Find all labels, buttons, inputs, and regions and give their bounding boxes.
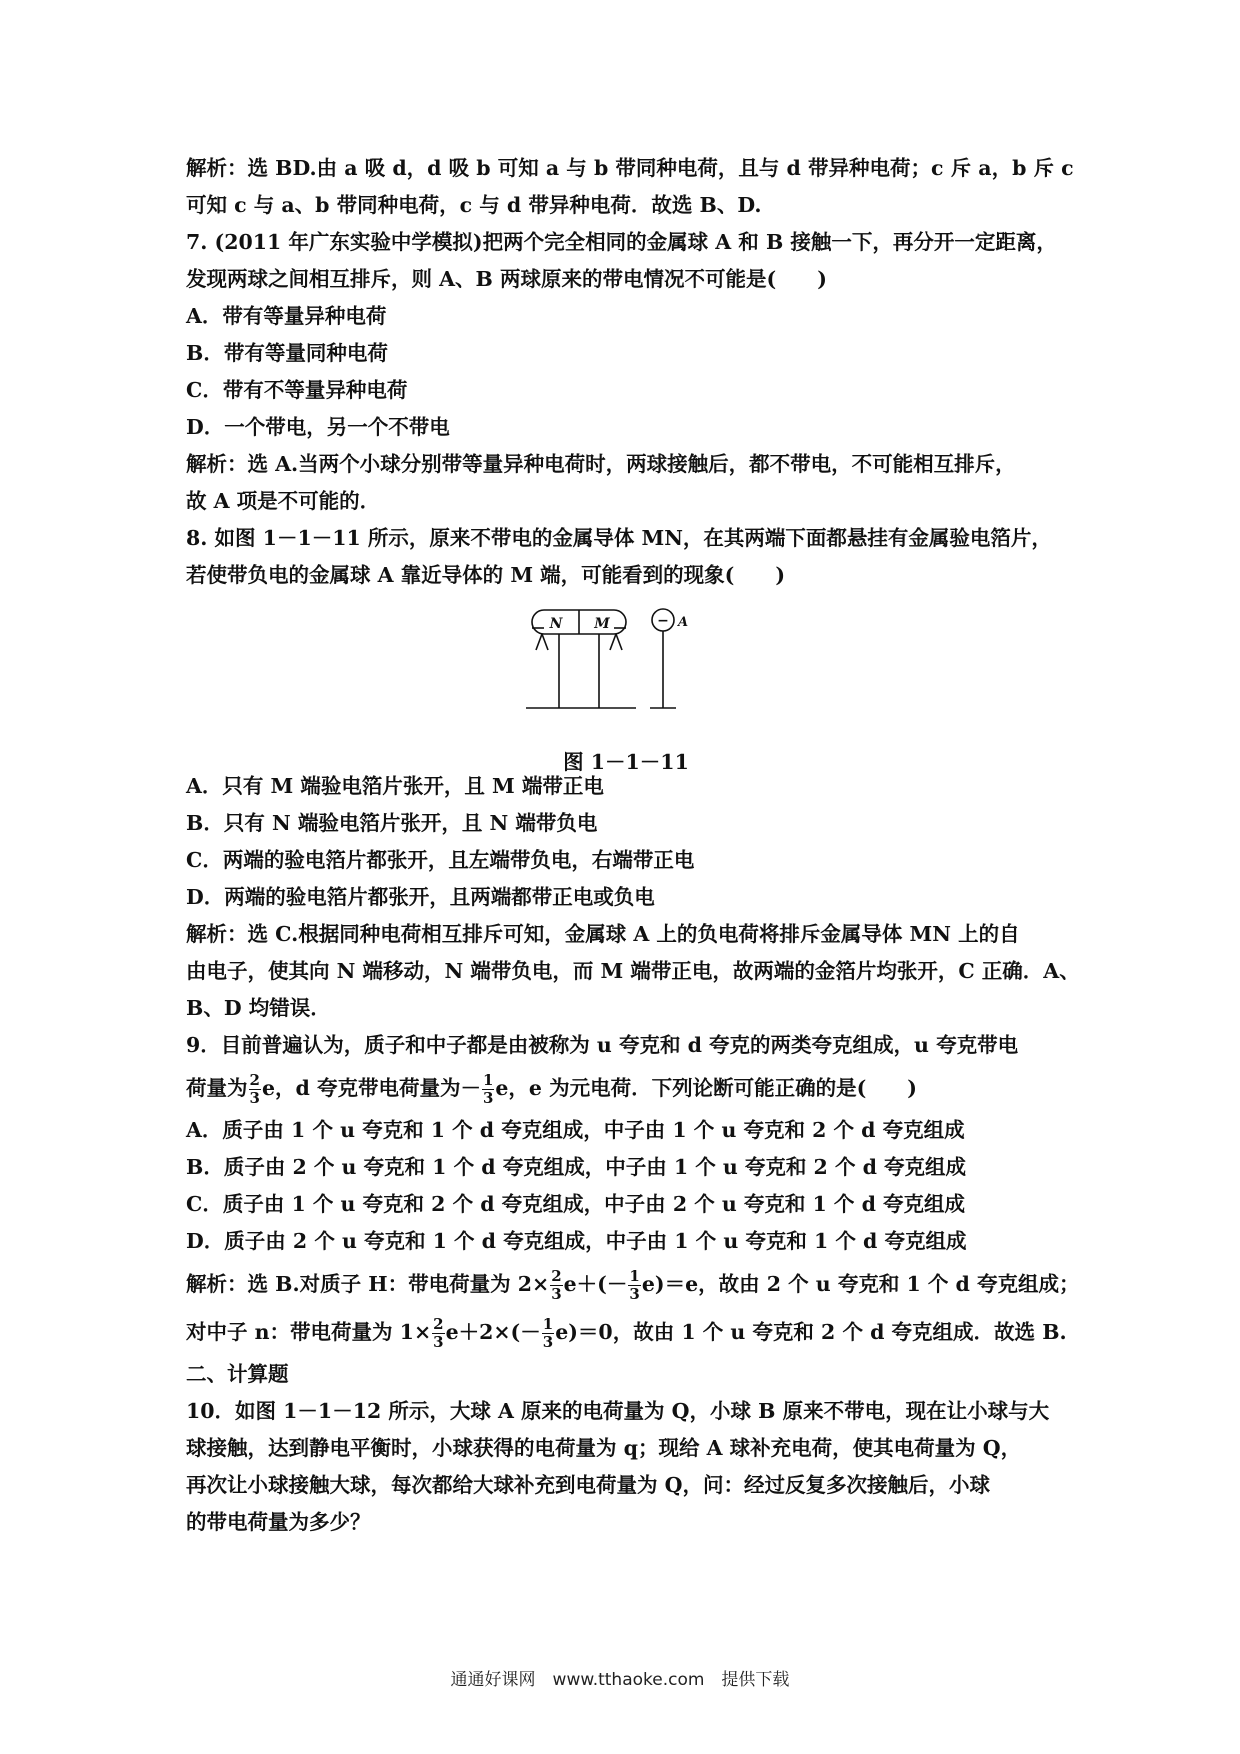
question-10-stem: 球接触，达到静电平衡时，小球获得的电荷量为 q；现给 A 球补充电荷，使其电荷量为 Q，	[186, 1436, 1022, 1460]
question-9-charge-line	[186, 1064, 1066, 1112]
fraction-two-thirds	[550, 1268, 562, 1303]
fraction-two-thirds	[249, 1072, 261, 1107]
fraction-denominator: 3	[629, 1285, 640, 1303]
text-span: e，e 为元电荷．下列论断可能正确的是( )	[495, 1076, 918, 1100]
option-c: C．带有不等量异种电荷	[186, 378, 408, 402]
figure-1-1-11	[186, 598, 1066, 774]
fraction-denominator: 3	[542, 1333, 554, 1351]
option-b: B．只有 N 端验电箔片张开，且 N 端带负电	[186, 811, 598, 835]
question-8-stem: 若使带负电的金属球 A 靠近导体的 M 端，可能看到的现象( )	[186, 563, 786, 587]
option-d: D．两端的验电箔片都张开，且两端都带正电或负电	[186, 885, 655, 909]
text-line: 解析：选 BD.由 a 吸 d，d 吸 b 可知 a 与 b 带同种电荷，且与 d 带异种电荷；c 斥 a，b 斥 c	[186, 156, 1074, 180]
foil-right	[610, 634, 616, 650]
fraction-numerator: 1	[482, 1071, 494, 1089]
question-10-stem: 再次让小球接触大球，每次都给大球补充到电荷量为 Q，问：经过反复多次接触后，小球	[186, 1473, 990, 1497]
option-b: B．质子由 2 个 u 夸克和 1 个 d 夸克组成，中子由 1 个 u 夸克和 2 个 d 夸克组成	[186, 1155, 967, 1179]
text-span: e＋(－	[563, 1272, 628, 1296]
text-line: 可知 c 与 a、b 带同种电荷，c 与 d 带异种电荷．故选 B、D.	[186, 193, 762, 217]
fraction-denominator: 3	[433, 1333, 444, 1351]
label-a: A	[678, 615, 689, 630]
fraction-numerator: 1	[629, 1267, 640, 1285]
question-7-stem: 7. (2011 年广东实验中学模拟)把两个完全相同的金属球 A 和 B 接触一下，再分开一定距离，	[186, 230, 1057, 254]
fraction-denominator: 3	[482, 1089, 494, 1107]
text-span: e)＝e，故由 2 个 u 夸克和 1 个 d 夸克组成；	[641, 1272, 1080, 1296]
solution-9-line-2	[186, 1308, 1066, 1356]
conductor-diagram	[526, 598, 726, 738]
text-span: 解析：选 B.对质子	[186, 1272, 369, 1296]
fraction-one-third	[628, 1268, 640, 1303]
question-8-stem: 8. 如图 1－1－11 所示，原来不带电的金属导体 MN，在其两端下面都悬挂有金属验电箔片，	[186, 526, 1052, 550]
label-m: M	[594, 616, 610, 632]
text-span: 荷量为	[186, 1076, 248, 1100]
fraction-numerator: 2	[433, 1315, 444, 1333]
solution-line: 由电子，使其向 N 端移动，N 端带负电，而 M 端带正电，故两端的金箔片均张开，C 正确．A、	[186, 959, 1080, 983]
solution-line: 解析：选 C.根据同种电荷相互排斥可知，金属球 A 上的负电荷将排斥金属导体 MN 上的自	[186, 922, 1020, 946]
text-span: e＋2×(－	[445, 1320, 541, 1344]
option-c: C．质子由 1 个 u 夸克和 2 个 d 夸克组成，中子由 2 个 u 夸克和 1 个 d 夸克组成	[186, 1192, 966, 1216]
fraction-two-thirds	[432, 1316, 444, 1351]
text-span: 对中子	[186, 1320, 255, 1344]
page-content	[186, 150, 1080, 1541]
fraction-numerator: 2	[551, 1267, 562, 1285]
label-n: N	[549, 616, 563, 632]
text-span: H：带电荷量为 2×	[368, 1272, 550, 1296]
foil-left	[536, 634, 542, 650]
option-c: C．两端的验电箔片都张开，且左端带负电，右端带正电	[186, 848, 695, 872]
fraction-one-third	[542, 1316, 554, 1351]
solution-line: 故 A 项是不可能的．	[186, 489, 381, 513]
fraction-one-third	[482, 1072, 494, 1107]
text-span: e)＝0，故由 1 个 u 夸克和 2 个 d 夸克组成．故选 B.	[555, 1320, 1067, 1344]
question-10-stem: 10．如图 1－1－12 所示，大球 A 原来的电荷量为 Q，小球 B 原来不带电，现在让小球与大	[186, 1399, 1050, 1423]
fraction-denominator: 3	[551, 1285, 562, 1303]
section-heading: 二、计算题	[186, 1362, 289, 1386]
fraction-numerator: 2	[249, 1071, 260, 1089]
fraction-numerator: 1	[542, 1315, 554, 1333]
solution-line: B、D 均错误．	[186, 996, 331, 1020]
option-a: A．带有等量异种电荷	[186, 304, 387, 328]
fraction-denominator: 3	[249, 1089, 260, 1107]
option-a: A．只有 M 端验电箔片张开，且 M 端带正电	[186, 774, 604, 798]
page-footer: 通通好课网 www.tthaoke.com 提供下载	[450, 1670, 790, 1690]
text-span: n：带电荷量为 1×	[254, 1320, 432, 1344]
option-d: D．质子由 2 个 u 夸克和 1 个 d 夸克组成，中子由 1 个 u 夸克和 1 个 d 夸克组成	[186, 1229, 967, 1253]
solution-9-line-1	[186, 1260, 1080, 1308]
option-d: D．一个带电，另一个不带电	[186, 415, 450, 439]
text-span: e，d 夸克带电荷量为－	[261, 1076, 481, 1100]
question-7-stem: 发现两球之间相互排斥，则 A、B 两球原来的带电情况不可能是( )	[186, 267, 827, 291]
figure-caption: 图 1－1－11	[563, 750, 689, 774]
option-b: B．带有等量同种电荷	[186, 341, 388, 365]
label-sign: −	[657, 613, 669, 629]
solution-line: 解析：选 A.当两个小球分别带等量异种电荷时，两球接触后，都不带电，不可能相互排斥，	[186, 452, 1016, 476]
question-10-stem: 的带电荷量为多少？	[186, 1510, 371, 1534]
option-a: A．质子由 1 个 u 夸克和 1 个 d 夸克组成，中子由 1 个 u 夸克和 2 个 d 夸克组成	[186, 1118, 965, 1142]
question-9-stem: 9．目前普遍认为，质子和中子都是由被称为 u 夸克和 d 夸克的两类夸克组成，u 夸克带电	[186, 1033, 1019, 1057]
